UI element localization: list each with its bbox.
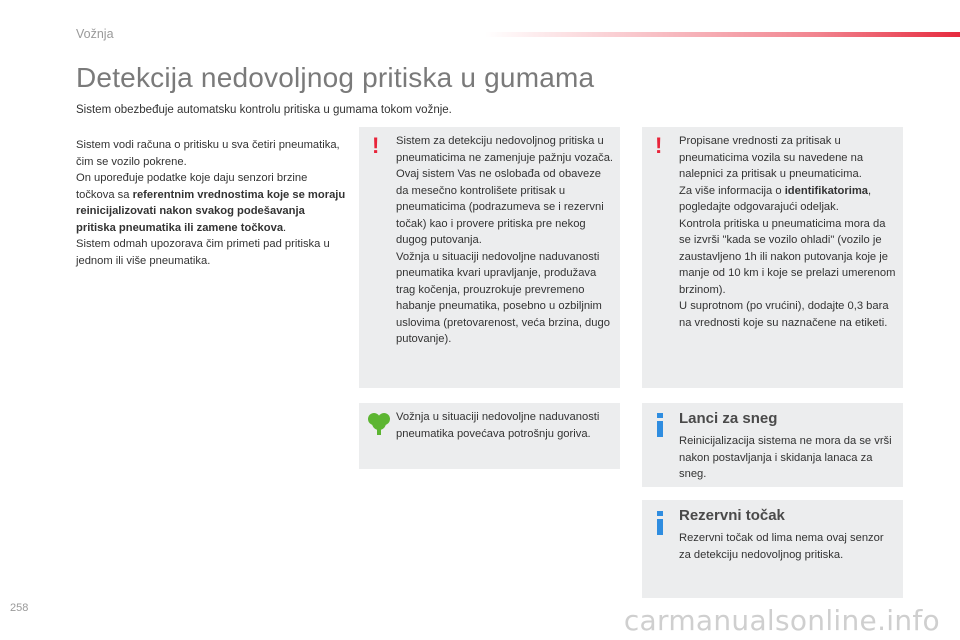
warning-1-text-2: Ovaj sistem Vas ne oslobađa od obaveze da mesečno kontrolišete pritisak u pneumaticima (podrazumeva se i rezervni točak) kao i provere pritiska pre nekog dugog putovanja.: [396, 168, 604, 246]
warning-2-text-1: Propisane vrednosti za pritisak u pneumaticima vozila su navedene na nalepnici za pritisak u pneumaticima.: [679, 135, 864, 180]
left-column: [76, 137, 346, 269]
spare-wheel-text: Rezervni točak od lima nema ovaj senzor za detekciju nedovoljnog pritiska.: [679, 532, 884, 561]
page-title: Detekcija nedovoljnog pritiska u gumama: [76, 62, 595, 93]
left-paragraph-1: Sistem vodi računa o pritisku u sva četiri pneumatika, čim se vozilo pokrene.: [76, 139, 340, 168]
header-accent-bar: [485, 32, 960, 37]
eco-text: Vožnja u situaciji nedovoljne naduvanosti pneumatika povećava potrošnju goriva.: [396, 411, 600, 440]
warning-1-text-1: Sistem za detekciju nedovoljnog pritiska u pneumaticima ne zamenjuje pažnju vozača.: [396, 135, 614, 164]
info-box-spare-wheel: [642, 500, 903, 598]
warning-2-text-3: Kontrola pritiska u pneumaticima mora da se izvrši "kada se vozilo ohladi" (vozilo je zaustavljeno 1h ili nakon putovanja koje je manje od 10 km i koje se prelazi umerenom brzinom).: [679, 217, 896, 296]
info-box-snow-chains: [642, 403, 903, 487]
left-paragraph-2: On upoređuje podatke koje daju senzori brzine točkova sa referentnim vrednostima koje se moraju reinicijalizovati nakon svakog podešavanja pritiska pneumatika ili zamene točkova.: [76, 172, 346, 234]
page-number: 258: [10, 602, 29, 614]
intro-text: Sistem obezbeđuje automatsku kontrolu pritiska u gumama tokom vožnje.: [76, 104, 452, 116]
exclamation-icon: !: [655, 133, 663, 158]
warning-1-text-3: Vožnja u situaciji nedovoljne naduvanosti pneumatika kvari upravljanje, produžava trag kočenja, prouzrokuje prevremeno habanje pneumatika, posebno u ozbiljnim uslovima (pretovarenost, veća brzina, dugo putovanje).: [396, 250, 610, 345]
exclamation-icon: !: [372, 133, 380, 158]
info-icon: [657, 413, 663, 437]
reference-values-bold: referentnim vrednostima koje se moraju reinicijalizovati nakon svakog podešavanja pritiska pneumatika ili zamene točkova: [76, 188, 346, 234]
warning-box-pressure-values: [642, 127, 903, 388]
identifiers-bold: identifikatorima: [784, 184, 869, 197]
warning-2-text-4: U suprotnom (po vrućini), dodajte 0,3 bara na vrednosti koje su naznačene na etiketi.: [679, 300, 889, 329]
snow-chains-heading: Lanci za sneg: [679, 410, 778, 427]
eco-box-fuel-consumption: [359, 403, 620, 469]
section-label: Vožnja: [76, 27, 114, 41]
snow-chains-text: Reinicijalizacija sistema ne mora da se vrši nakon postavljanja i skidanja lanaca za sneg.: [679, 435, 892, 480]
watermark: carmanualsonline.info: [623, 604, 940, 637]
eco-tree-icon: [366, 411, 392, 435]
spare-wheel-heading: Rezervni točak: [679, 507, 785, 524]
left-paragraph-3: Sistem odmah upozorava čim primeti pad pritiska u jednom ili više pneumatika.: [76, 238, 330, 267]
info-icon: [657, 511, 663, 535]
warning-box-driver-attention: [359, 127, 620, 388]
warning-2-text-2: Za više informacija o identifikatorima, pogledajte odgovarajući odeljak.: [679, 184, 872, 213]
